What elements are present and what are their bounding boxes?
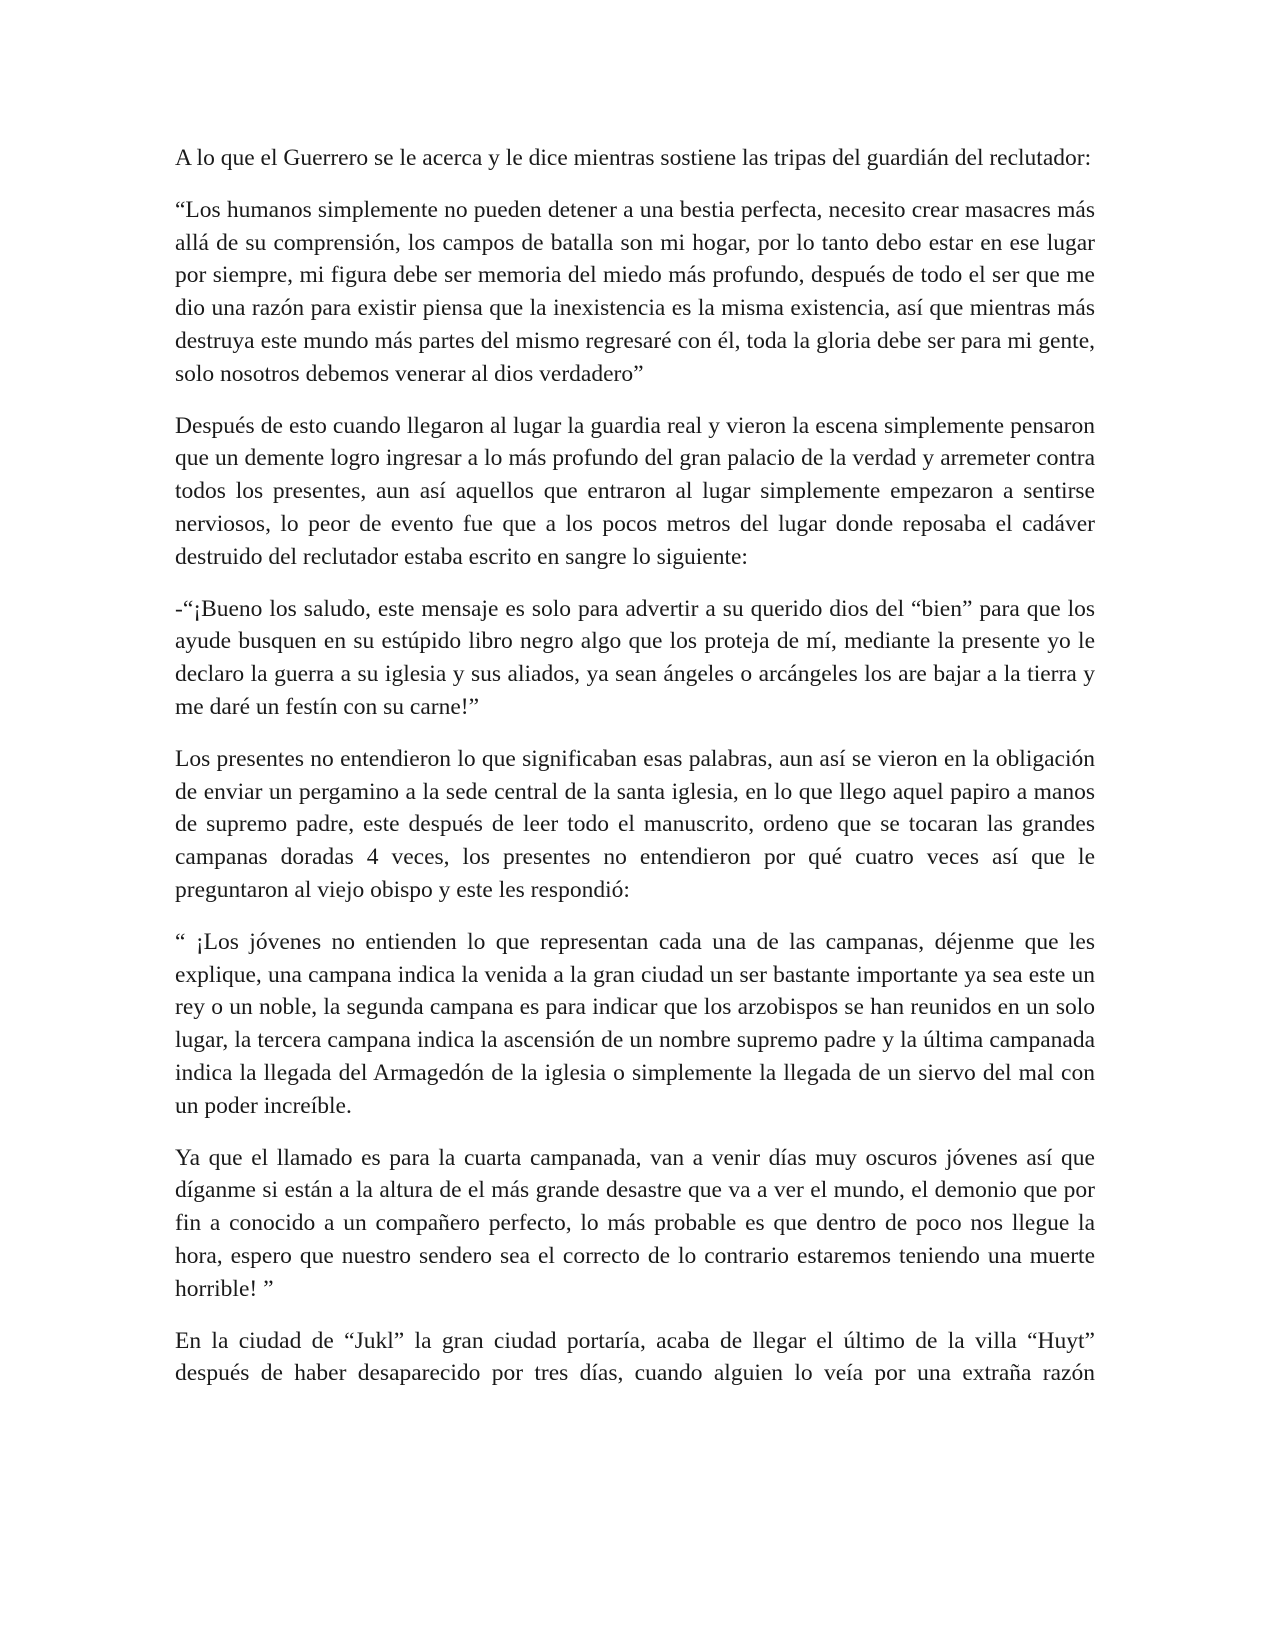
paragraph-7: Ya que el llamado es para la cuarta campanada, van a venir días muy oscuros jóvenes así que díganme si están a la altura de el más grande desastre que va a ver el mundo, el demonio que por fin a conocido a un compañero perfecto, lo más probable es que dentro de poco nos llegue la hora, espero que nuestro sendero sea el correcto de lo contrario estaremos teniendo una muerte horrible! ” — [175, 1144, 1095, 1302]
paragraph-4: -“¡Bueno los saludo, este mensaje es solo para advertir a su querido dios del “bien” para que los ayude busquen en su estúpido libro negro algo que los proteja de mí, mediante la presente yo le declaro la guerra a su iglesia y sus aliados, ya sean ángeles o arcángeles los are bajar a la tierra y me daré un festín con su carne!” — [175, 595, 1095, 720]
paragraph-6: “ ¡Los jóvenes no entienden lo que representan cada una de las campanas, déjenme que les explique, una campana indica la venida a la gran ciudad un ser bastante importante ya sea este un rey o un noble, la segunda campana es para indicar que los arzobispos se han reunidos en un solo lugar, la tercera campana indica la ascensión de un nombre supremo padre y la última campanada indica la llegada del Armagedón de la iglesia o simplemente la llegada de un siervo del mal con un poder increíble. — [175, 928, 1095, 1119]
paragraph-1: A lo que el Guerrero se le acerca y le dice mientras sostiene las tripas del guardián del reclutador: — [175, 145, 1092, 171]
paragraph-2: “Los humanos simplemente no pueden detener a una bestia perfecta, necesito crear masacres más allá de su comprensión, los campos de batalla son mi hogar, por lo tanto debo estar en ese lugar por siempre, mi figura debe ser memoria del miedo más profundo, después de todo el ser que me dio una razón para existir piensa que la inexistencia es la misma existencia, así que mientras más destruya este mundo más partes del mismo regresaré con él, toda la gloria debe ser para mi gente, solo nosotros debemos venerar al dios verdadero” — [175, 196, 1095, 387]
paragraph-8: En la ciudad de “Jukl” la gran ciudad portaría, acaba de llegar el último de la villa “Huyt” después de haber desaparecido por tres días, cuando alguien lo veía por una extraña razón — [175, 1327, 1095, 1387]
paragraph-3: Después de esto cuando llegaron al lugar la guardia real y vieron la escena simplemente pensaron que un demente logro ingresar a lo más profundo del gran palacio de la verdad y arremeter contra todos los presentes, aun así aquellos que entraron al lugar simplemente empezaron a sentirse nerviosos, lo peor de evento fue que a los pocos metros del lugar donde reposaba el cadáver destruido del reclutador estaba escrito en sangre lo siguiente: — [175, 412, 1095, 570]
paragraph-5: Los presentes no entendieron lo que significaban esas palabras, aun así se vieron en la obligación de enviar un pergamino a la sede central de la santa iglesia, en lo que llego aquel papiro a manos de supremo padre, este después de leer todo el manuscrito, ordeno que se tocaran las grandes campanas doradas 4 veces, los presentes no entendieron por qué cuatro veces así que le preguntaron al viejo obispo y este les respondió: — [175, 745, 1095, 903]
body-text — [175, 142, 1095, 1409]
